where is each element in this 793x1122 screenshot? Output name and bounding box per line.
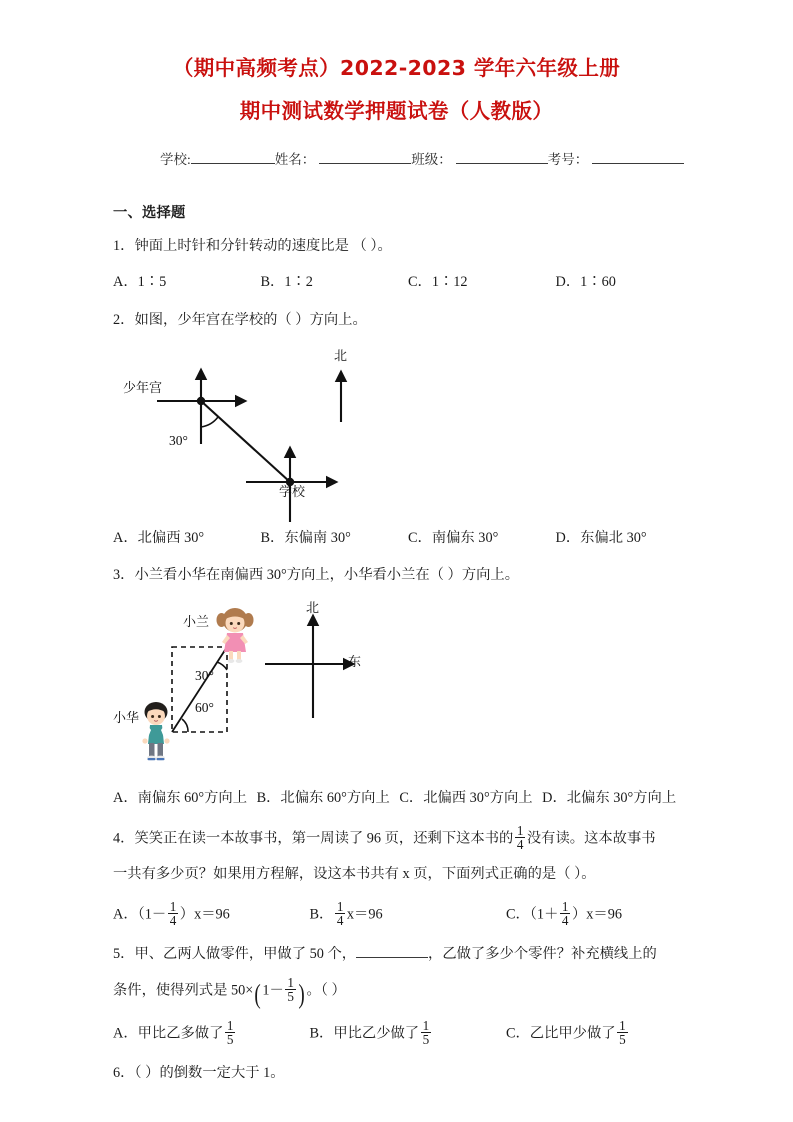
q4-stem-part1: 4．笑笑正在读一本故事书，第一周读了 96 页，还剩下这本书的 [113,830,514,847]
q5-option-c-num: 1 [619,1017,626,1033]
q4-option-a-pre: （1－ [137,906,167,923]
q4-option-b-num: 1 [336,899,344,915]
q2-option-d[interactable]: D．东偏北 30° [555,530,647,547]
class-input[interactable] [456,163,548,164]
question-2-options [113,528,703,549]
identity-line [0,148,793,168]
q1-option-b[interactable]: B．1∶2 [260,274,313,291]
title-block [0,0,793,121]
q5-option-b-text: 甲比乙少做了 [333,1025,420,1042]
q4-option-c-post: ）x＝96 [571,906,622,923]
q5-expr-den: 5 [287,989,294,1005]
class-label: 班级： [411,152,452,167]
q5-option-c[interactable] [506,1019,702,1047]
q4-option-a-label: A． [113,906,138,923]
q2-option-b[interactable]: B．东偏南 30° [260,530,351,547]
question-3-stem: 3．小兰看小华在南偏西 30°方向上，小华看小兰在（ ）方向上。 [113,567,520,584]
q5-option-a[interactable] [113,1019,309,1047]
page-title-line1: （期中高频考点）2022-2023 学年六年级上册 [172,56,621,80]
q5-option-c-den: 5 [619,1032,626,1048]
q4-option-a-num: 1 [169,899,177,915]
q5-option-b-den: 5 [422,1032,430,1048]
boy-figure-graphic [142,702,169,760]
q3-option-b[interactable]: B．北偏东 60°方向上 [256,789,390,806]
q4-option-c[interactable] [506,900,702,928]
q1-option-a[interactable]: A．1∶5 [113,274,167,291]
q3-option-c[interactable]: C．北偏西 30°方向上 [399,789,533,806]
q5-option-b-label: B． [309,1025,334,1042]
q4-option-a-fraction [168,900,179,928]
q4-option-b[interactable] [309,900,505,928]
q2-option-c[interactable]: C．南偏东 30° [408,530,499,547]
q4-stem-fraction [515,824,526,852]
question-4-stem [113,824,703,885]
q4-stem-frac-numerator: 1 [516,823,524,839]
q5-stem-line2 [113,975,703,1009]
question-3-options [113,788,703,809]
q4-option-c-den: 4 [561,913,569,929]
q2-option-a[interactable]: A．北偏西 30° [113,530,205,547]
q5-stem-line2-post: 。（ ） [306,982,346,999]
q4-option-a-post: ）x＝96 [179,906,230,923]
school-input[interactable] [191,163,275,164]
q4-option-a[interactable] [113,900,309,928]
exam-body [0,206,793,1084]
q4-option-c-label: C． [505,906,530,923]
q5-option-a-fraction [225,1019,236,1047]
name-input[interactable] [319,163,411,164]
q4-stem-part2: 没有读。这本故事书 [526,830,656,847]
q5-stem-part2: ，乙做了多少个零件？补充横线上的 [428,945,657,962]
page-title-line2: 期中测试数学押题试卷（人教版） [239,98,554,123]
figure-label-xiaohua: 小华 [113,710,140,726]
q5-option-c-text: 乙比甲少做了 [529,1025,616,1042]
question-2-figure [113,344,703,522]
exam-no-label: 考号： [547,152,589,167]
name-label: 姓名： [274,152,316,167]
question-2-stem: 2．如图，少年宫在学校的（ ）方向上。 [113,311,367,328]
q5-option-c-fraction [617,1019,628,1047]
q5-option-b[interactable] [309,1019,505,1047]
figure-label-north: 北 [306,600,320,616]
question-6-stem: 6．（ ）的倒数一定大于 1。 [113,1064,285,1081]
q3-option-a[interactable]: A．南偏东 60°方向上 [113,789,247,806]
q1-option-c[interactable]: C．1∶12 [408,274,468,291]
bearing-diagram-svg [113,600,453,780]
figure-label-xiaolan: 小兰 [183,614,210,630]
q4-option-c-num: 1 [561,899,569,915]
class-field[interactable] [411,152,548,167]
q5-option-b-num: 1 [422,1017,430,1033]
q4-option-a-den: 4 [169,913,177,929]
q5-option-a-text: 甲比乙多做了 [137,1025,224,1042]
q5-stem-part1: 5．甲、乙两人做零件，甲做了 50 个， [113,945,357,962]
figure-label-youth-center: 少年宫 [123,381,163,397]
q5-answer-blank[interactable] [356,957,428,958]
name-field[interactable] [275,152,412,167]
question-5-stem [113,943,703,1009]
q5-option-c-label: C． [505,1025,530,1042]
left-paren-glyph: ( [254,978,262,1009]
figure-label-angle-30: 30° [169,433,188,449]
figure-label-school: 学校 [279,485,306,501]
question-5-options [113,1019,703,1047]
direction-diagram-svg [113,344,393,522]
q5-stem-line2-pre: 条件，使得列式是 50× [113,982,254,999]
exam-no-input[interactable] [592,163,684,164]
q4-option-c-pre: （1＋ [529,906,559,923]
q1-option-d[interactable]: D．1∶60 [555,274,616,291]
q4-option-b-label: B． [309,906,334,923]
figure-label-angle-60: 60° [195,699,214,715]
exam-no-field[interactable] [548,152,685,167]
q4-option-c-fraction [560,900,571,928]
question-1-stem: 1．钟面上时针和分针转动的速度比是 （ ）。 [113,238,392,255]
q4-stem-line2: 一共有多少页？如果用方程解，设这本书共有 x 页，下面列式正确的是（ ）。 [113,865,596,882]
q5-expr-inner-pre: 1－ [262,982,284,999]
school-field[interactable] [160,152,275,167]
section-heading-choice: 一、选择题 [113,205,186,221]
figure-label-angle-30: 30° [195,667,214,683]
q4-stem-frac-denominator: 4 [516,837,524,853]
q5-expr-num: 1 [287,975,294,991]
q5-option-a-num: 1 [226,1017,234,1033]
q4-option-b-den: 4 [336,913,344,929]
q5-expr-fraction [285,976,296,1004]
figure-label-east: 东 [348,654,362,670]
q4-option-b-post: x＝96 [346,906,383,923]
q5-option-a-label: A． [113,1025,138,1042]
question-1-options [113,272,703,293]
q4-option-b-fraction [335,900,346,928]
question-3-figure [113,600,703,780]
question-4-options [113,900,703,928]
q5-option-b-fraction [421,1019,432,1047]
q3-option-d[interactable]: D．北偏东 30°方向上 [542,789,677,806]
right-paren-glyph: ) [298,978,306,1009]
q5-option-a-den: 5 [226,1032,234,1048]
figure-label-north: 北 [334,349,348,365]
school-label: 学校: [160,152,191,167]
